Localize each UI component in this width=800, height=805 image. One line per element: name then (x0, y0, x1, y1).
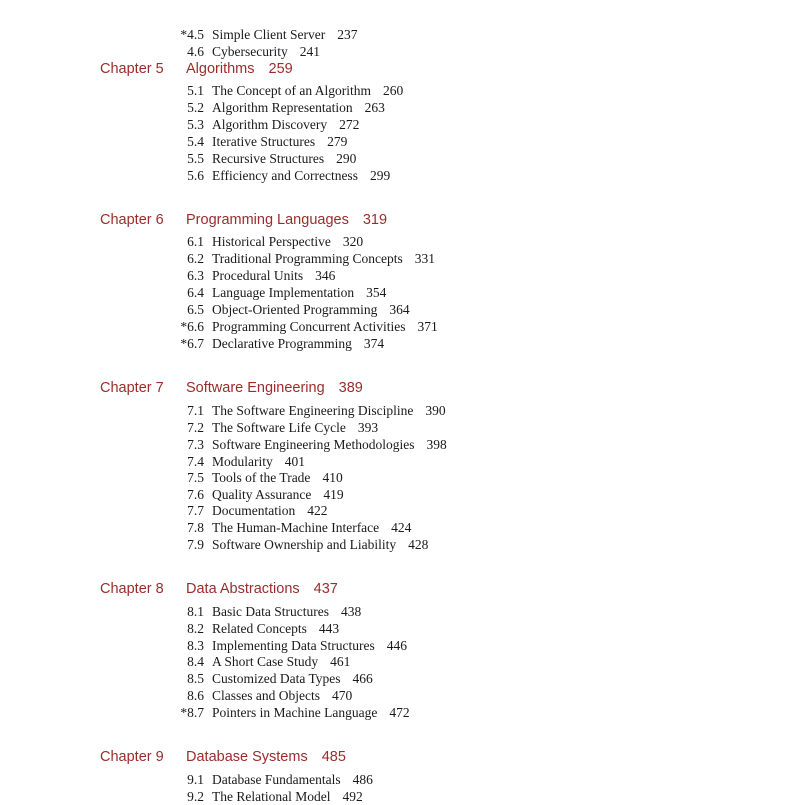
section-title: Traditional Programming Concepts (212, 251, 403, 266)
section-entry (0, 637, 800, 654)
section-number: 5.5 (187, 151, 204, 166)
section-number: 6.2 (187, 251, 204, 266)
chapter-page: 485 (321, 749, 346, 765)
section-page: 263 (364, 100, 385, 115)
chapter-label: Chapter 8 (100, 581, 164, 597)
section-number: 5.6 (187, 168, 204, 183)
section-title: Programming Concurrent Activities (212, 319, 406, 334)
section-number: 6.3 (187, 268, 204, 283)
section-number: *6.6 (180, 319, 204, 334)
section-entry (0, 284, 800, 301)
section-number: 7.9 (187, 537, 204, 552)
section-page: 364 (389, 302, 410, 317)
section-title: Language Implementation (212, 285, 355, 300)
section-page: 486 (352, 772, 373, 787)
section-title: Historical Perspective (212, 234, 331, 249)
chapter-title: Data Abstractions (186, 581, 300, 597)
section-number: 5.2 (187, 100, 204, 115)
section-number: 8.6 (187, 688, 204, 703)
section-page: 320 (342, 234, 364, 249)
section-title: Basic Data Structures (212, 604, 329, 619)
section-title: Algorithm Representation (212, 100, 353, 115)
section-page: 371 (417, 319, 438, 334)
section-page: 290 (336, 151, 357, 166)
section-title: Tools of the Trade (212, 470, 311, 485)
section-number: 7.3 (187, 437, 204, 452)
section-title: Documentation (212, 503, 296, 518)
section-title: Object-Oriented Programming (212, 302, 378, 317)
section-entry (0, 43, 800, 60)
section-page: 331 (414, 251, 435, 266)
section-page: 461 (330, 654, 351, 669)
chapter-title: Programming Languages (186, 212, 349, 228)
section-entry (0, 603, 800, 620)
section-title: Classes and Objects (212, 688, 320, 703)
section-number: 7.7 (187, 503, 204, 518)
section-entry (0, 453, 800, 470)
section-number: 7.4 (187, 454, 204, 469)
section-entry (0, 167, 800, 184)
section-page: 398 (426, 437, 447, 452)
chapter-label: Chapter 6 (100, 212, 164, 228)
section-title: The Concept of an Algorithm (212, 83, 371, 98)
section-title: Implementing Data Structures (212, 638, 375, 653)
section-entry (0, 502, 800, 519)
chapter-title: Database Systems (186, 749, 308, 765)
section-entry (0, 318, 800, 335)
section-entry (0, 704, 800, 721)
section-title: Customized Data Types (212, 671, 341, 686)
chapter-label: Chapter 5 (100, 61, 164, 77)
section-title: Pointers in Machine Language (212, 705, 378, 720)
section-entry (0, 26, 800, 43)
section-page: 272 (339, 117, 360, 132)
section-number: 4.6 (187, 44, 204, 59)
chapter-page: 259 (268, 61, 293, 77)
section-page: 443 (318, 621, 340, 636)
section-entry (0, 402, 800, 419)
section-number: 6.5 (187, 302, 204, 317)
section-page: 346 (315, 268, 336, 283)
section-title: Software Engineering Methodologies (212, 437, 415, 452)
section-number: 8.2 (187, 621, 204, 636)
chapter-page: 319 (362, 212, 388, 228)
section-entry (0, 436, 800, 453)
section-number: 5.4 (187, 134, 204, 149)
section-number: 5.1 (187, 83, 204, 98)
section-entry (0, 469, 800, 486)
section-title: Database Fundamentals (212, 772, 341, 787)
chapter-label: Chapter 9 (100, 749, 164, 765)
section-page: 422 (307, 503, 328, 518)
section-page: 260 (382, 83, 404, 98)
section-page: 401 (284, 454, 305, 469)
section-title: The Software Engineering Discipline (212, 403, 414, 418)
section-page: 424 (391, 520, 412, 535)
section-title: Modularity (212, 454, 273, 469)
section-entry (0, 99, 800, 116)
section-page: 466 (352, 671, 373, 686)
section-page: 470 (331, 688, 353, 703)
section-entry (0, 620, 800, 637)
section-entry (0, 233, 800, 250)
section-number: 6.1 (187, 234, 204, 249)
chapter-title: Algorithms (186, 61, 255, 77)
section-title: Algorithm Discovery (212, 117, 328, 132)
section-number: 7.8 (187, 520, 204, 535)
section-number: 7.2 (187, 420, 204, 435)
section-page: 438 (340, 604, 362, 619)
section-page: 492 (342, 789, 363, 804)
section-page: 428 (408, 537, 429, 552)
section-entry (0, 150, 800, 167)
section-entry (0, 486, 800, 503)
section-entry (0, 536, 800, 553)
section-number: 8.4 (187, 654, 204, 669)
section-number: *4.5 (180, 27, 204, 42)
section-page: 299 (369, 168, 391, 183)
section-page: 279 (327, 134, 348, 149)
section-title: Related Concepts (212, 621, 307, 636)
chapter-label: Chapter 7 (100, 380, 164, 396)
section-page: 472 (389, 705, 410, 720)
section-number: 6.4 (187, 285, 204, 300)
section-title: Recursive Structures (212, 151, 325, 166)
section-title: Cybersecurity (212, 44, 288, 59)
section-title: The Software Life Cycle (212, 420, 346, 435)
section-number: *8.7 (180, 705, 204, 720)
section-number: 8.3 (187, 638, 204, 653)
section-entry (0, 133, 800, 150)
section-entry (0, 419, 800, 436)
section-page: 419 (323, 487, 344, 502)
section-number: 8.5 (187, 671, 204, 686)
section-page: 393 (357, 420, 379, 435)
section-number: 8.1 (187, 604, 204, 619)
section-entry (0, 250, 800, 267)
section-entry (0, 670, 800, 687)
section-number: 5.3 (187, 117, 204, 132)
section-title: The Human-Machine Interface (212, 520, 380, 535)
section-title: Efficiency and Correctness (212, 168, 358, 183)
section-number: 7.5 (187, 470, 204, 485)
section-page: 237 (337, 27, 358, 42)
section-title: Software Ownership and Liability (212, 537, 397, 552)
section-number: 7.1 (187, 403, 204, 418)
section-number: 7.6 (187, 487, 204, 502)
section-title: Simple Client Server (212, 27, 326, 42)
section-entry (0, 653, 800, 670)
section-entry (0, 267, 800, 284)
section-entry (0, 301, 800, 318)
section-entry (0, 687, 800, 704)
chapter-page: 389 (338, 380, 363, 396)
section-page: 446 (386, 638, 407, 653)
section-page: 241 (299, 44, 320, 59)
section-entry (0, 771, 800, 788)
section-number: 9.2 (187, 789, 204, 804)
section-title: The Relational Model (212, 789, 331, 804)
section-title: A Short Case Study (212, 654, 319, 669)
section-title: Declarative Programming (212, 336, 352, 351)
section-entry (0, 82, 800, 99)
section-number: 9.1 (187, 772, 204, 787)
section-title: Iterative Structures (212, 134, 316, 149)
section-entry (0, 335, 800, 352)
section-title: Procedural Units (212, 268, 304, 283)
chapter-page: 437 (313, 581, 338, 597)
section-entry (0, 519, 800, 536)
section-page: 354 (366, 285, 387, 300)
section-number: *6.7 (180, 336, 204, 351)
section-page: 390 (425, 403, 446, 418)
section-entry (0, 788, 800, 805)
section-page: 410 (322, 470, 343, 485)
section-page: 374 (363, 336, 385, 351)
section-title: Quality Assurance (212, 487, 312, 502)
chapter-title: Software Engineering (186, 380, 325, 396)
section-entry (0, 116, 800, 133)
